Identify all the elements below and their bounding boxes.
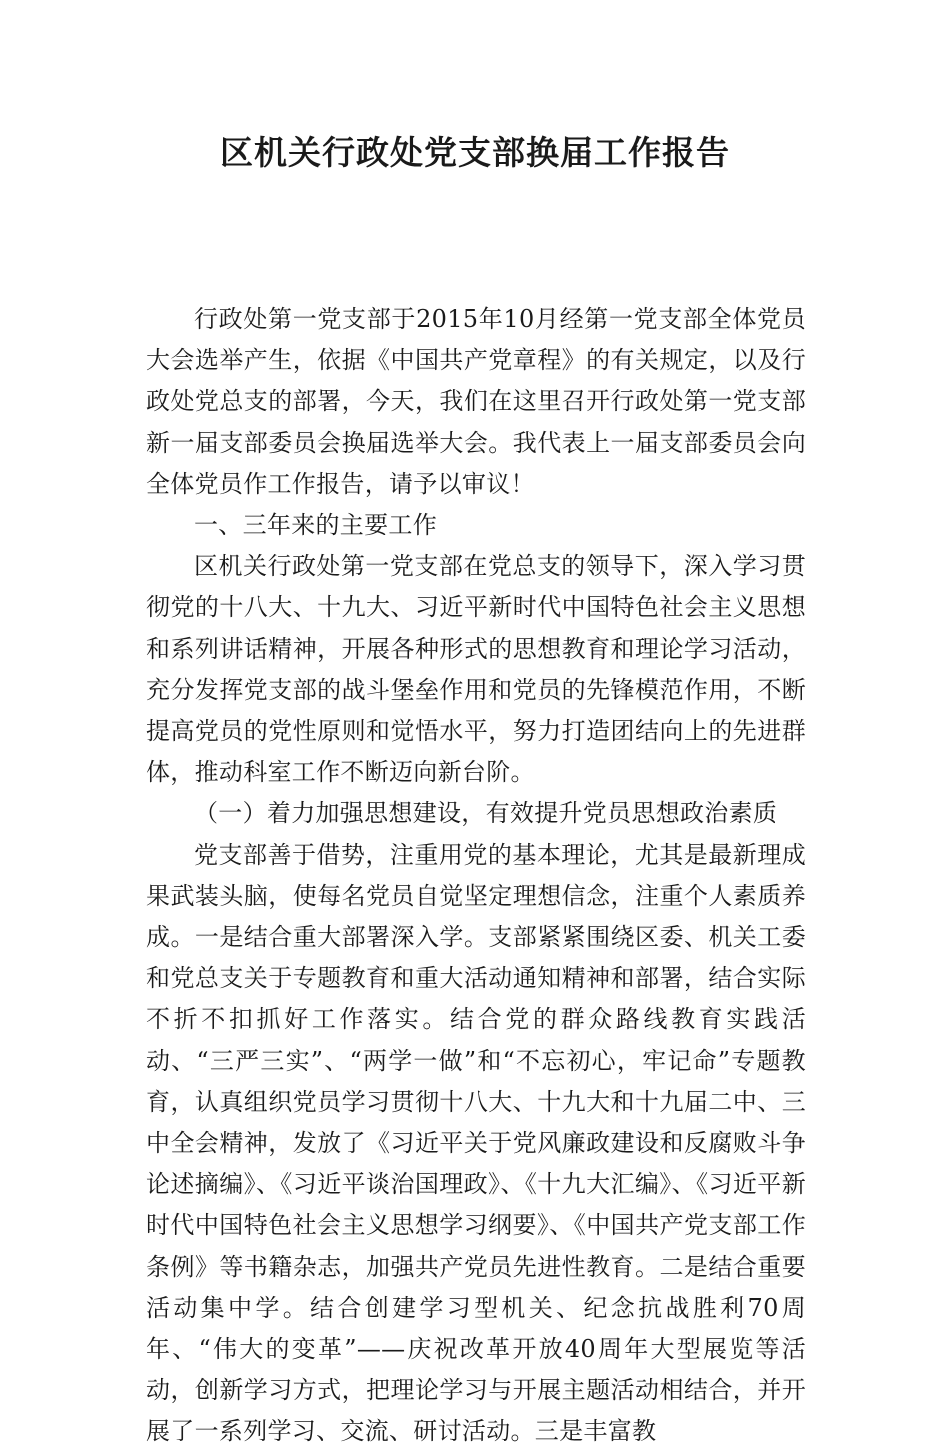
document-title: 区机关行政处党支部换届工作报告 (220, 133, 730, 172)
paragraph-ideology: 党支部善于借势，注重用党的基本理论，尤其是最新理成果武装头脑，使每名党员自觉坚定理想信念，注重个人素质养成。一是结合重大部署深入学。支部紧紧围绕区委、机关工委和党总支关于专题教育和重大活动通知精神和部署，结合实际不折不扣抓好工作落实。结合党的群众路线教育实践活动、“三严三实”、“两学一做”和“不忘初心，牢记命”专题教育，认真组织党员学习贯彻十八大、十九大和十九届二中、三中全会精神，发放了《习近平关于党风廉政建设和反腐败斗争论述摘编》、《习近平谈治国理政》、《十九大汇编》、《习近平新时代中国特色社会主义思想学习纲要》、《中国共产党支部工作条例》等书籍杂志，加强共产党员先进性教育。二是结合重要活动集中学。结合创建学习型机关、纪念抗战胜利70周年、“伟大的变革”——庆祝改革开放40周年大型展览等活动，创新学习方式，把理论学习与开展主题活动相结合，并开展了一系列学习、交流、研讨活动。三是丰富教 (146, 840, 806, 1446)
document-body (146, 299, 806, 1453)
subsection-heading-1: （一）着力加强思想建设，有效提升党员思想政治素质 (194, 799, 778, 828)
section-heading-1: 一、三年来的主要工作 (194, 511, 437, 540)
paragraph-overview: 区机关行政处第一党支部在党总支的领导下，深入学习贯彻党的十八大、十九大、习近平新时代中国特色社会主义思想和系列讲话精神，开展各种形式的思想教育和理论学习活动，充分发挥党支部的战斗堡垒作用和党员的先锋模范作用，不断提高党员的党性原则和觉悟水平，努力打造团结向上的先进群体，推动科室工作不断迈向新台阶。 (146, 552, 806, 787)
paragraph-intro: 行政处第一党支部于2015年10月经第一党支部全体党员大会选举产生，依据《中国共产党章程》的有关规定，以及行政处党总支的部署，今天，我们在这里召开行政处第一党支部新一届支部委员会换届选举大会。我代表上一届支部委员会向全体党员作工作报告，请予以审议！ (146, 305, 806, 498)
